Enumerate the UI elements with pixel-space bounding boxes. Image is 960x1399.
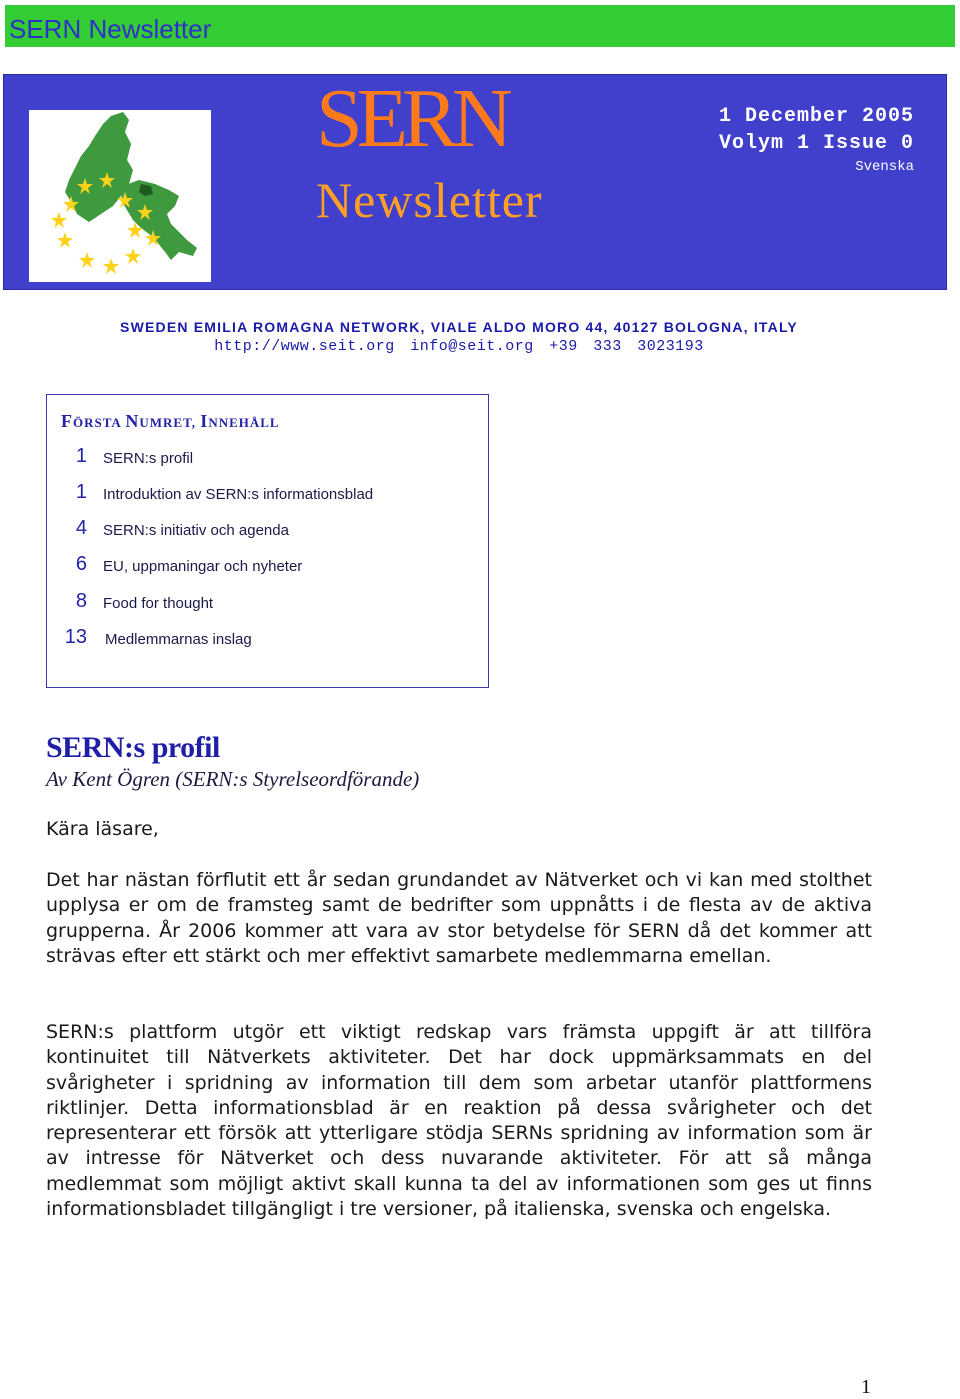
toc-item-label: Introduktion av SERN:s informationsblad: [103, 486, 374, 503]
page-number: 1: [861, 1376, 871, 1398]
issue-volume: Volym 1 Issue 0: [718, 132, 914, 155]
toc-item[interactable]: [47, 517, 487, 547]
toc-item[interactable]: [47, 481, 487, 511]
toc-page-number: 1: [75, 445, 87, 467]
issue-language: Svenska: [855, 159, 914, 175]
toc-item[interactable]: [47, 626, 487, 656]
article-greeting: Kära läsare,: [46, 818, 159, 840]
toc-item[interactable]: [47, 553, 487, 583]
toc-item[interactable]: [47, 590, 487, 620]
toc-item-label: SERN:s initiativ och agenda: [103, 522, 289, 539]
toc-page-number: 13: [64, 626, 87, 648]
table-of-contents: [46, 394, 489, 688]
map-logo: [29, 110, 211, 282]
toc-item-label: Food for thought: [103, 595, 214, 612]
toc-item[interactable]: [47, 445, 487, 475]
toc-item-label: SERN:s profil: [103, 450, 194, 467]
article-paragraph: SERN:s plattform utgör ett viktigt redskap vars främsta uppgift är att tillföra kontinuitet till Nätverkets aktiviteter. Det har dock uppmärksammats en del svårigheter i spridning av information till dem som arbetar utanför plattformens riktlinjer. Detta informationsblad är en reaktion på dessa svårigheter och det representerar ett försök att ytterligare stödja SERNs spridning av information som är av intresse för Nätverket och dess nuvarande aktiviteter. För att så många medlemmat som möjligt aktivt skall kunna ta del av informationen som ges ut finns informationsbladet tillgängligt i tre versioner, på italienska, svenska och engelska.: [46, 1021, 872, 1221]
address-block: [0, 318, 918, 356]
logo-newsletter: Newsletter: [316, 172, 543, 228]
toc-page-number: 4: [75, 517, 87, 539]
logo-sern: SERN: [316, 72, 507, 165]
newsletter-bar-title: SERN Newsletter: [9, 14, 212, 44]
article-paragraph: Det har nästan förflutit ett år sedan grundandet av Nätverket och vi kan med stolthet upplysa er om de framsteg samt de bedrifter som uppnåtts i de flesta av de aktiva grupperna. År 2006 kommer att vara av stor betydelse för SERN då det kommer att strävas efter ett stärkt och mer effektivt samarbete medlemmarna emellan.: [46, 869, 872, 967]
toc-item-label: Medlemmarnas inslag: [105, 631, 252, 648]
toc-page-number: 8: [75, 590, 87, 612]
masthead-banner: [3, 74, 947, 290]
toc-title: FÖRSTA NUMRET, INNEHÅLL: [61, 411, 280, 431]
issue-date: 1 December 2005: [718, 105, 914, 128]
header-bar: [5, 5, 955, 47]
article-title: SERN:s profil: [46, 731, 220, 764]
article-author: Av Kent Ögren (SERN:s Styrelseordförande): [46, 767, 420, 791]
toc-page-number: 6: [75, 553, 87, 575]
contact-line: http://www.seit.org info@seit.org +39 333 3023193: [214, 338, 704, 355]
toc-item-label: EU, uppmaningar och nyheter: [103, 558, 303, 575]
toc-page-number: 1: [75, 481, 87, 503]
address-line: SWEDEN EMILIA ROMAGNA NETWORK, VIALE ALDO MORO 44, 40127 BOLOGNA, ITALY: [120, 319, 798, 335]
issue-info: [719, 103, 914, 177]
sweden-italy-map-icon: [29, 110, 211, 282]
